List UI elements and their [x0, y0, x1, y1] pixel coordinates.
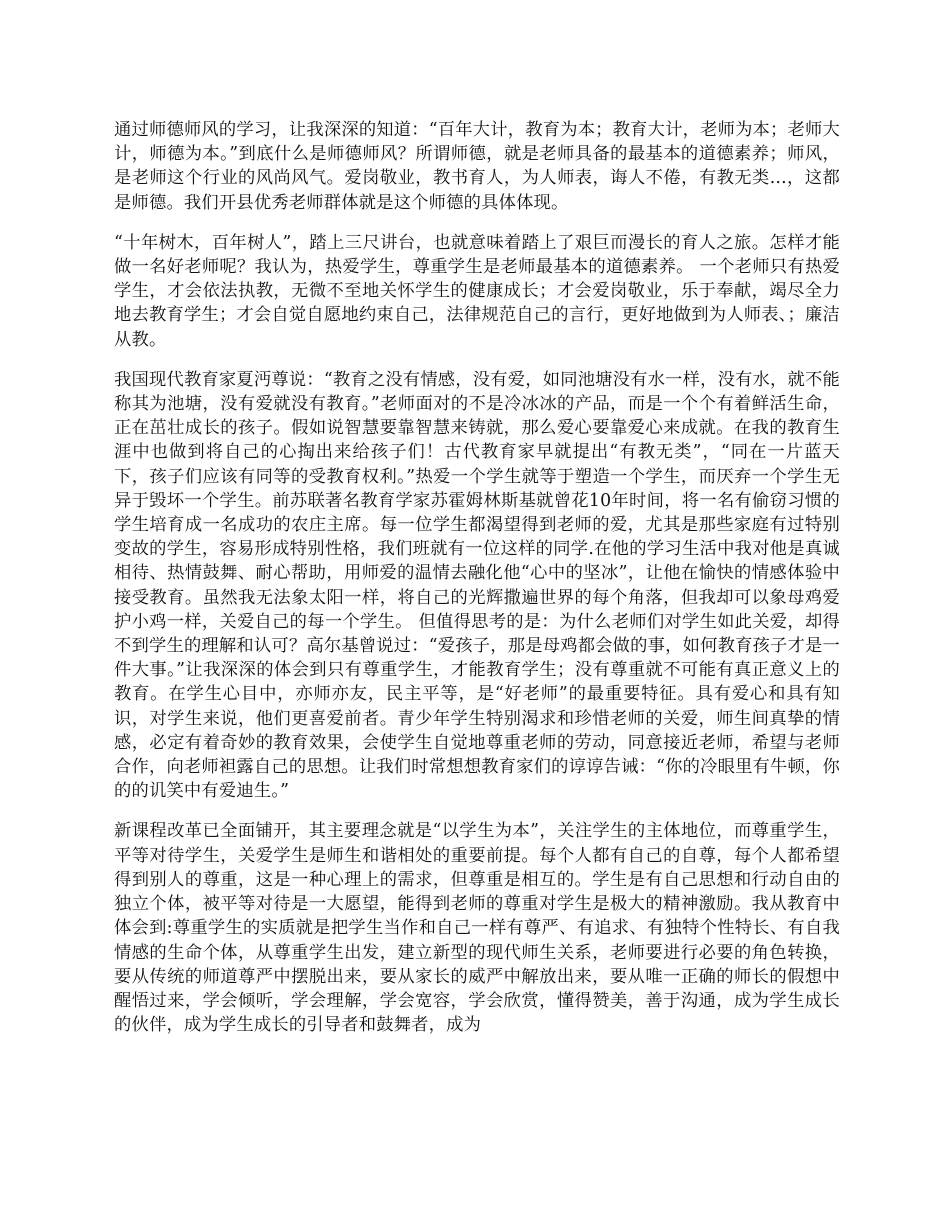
document-page	[114, 118, 840, 1053]
paragraph-4: 新课程改革已全面铺开，其主要理念就是“以学生为本”，关注学生的主体地位，而尊重学生，平等对待学生，关爱学生是师生和谐相处的重要前提。每个人都有自己的自尊，每个人都希望得到别人的尊重，这是一种心理上的需求，但尊重是相互的。学生是有自己思想和行动自由的独立个体，被平等对待是一大愿望，能得到老师的尊重对学生是极大的精神激励。我从教育中体会到:尊重学生的实质就是把学生当作和自己一样有尊严、有追求、有独特个性特长、有自我情感的生命个体，从尊重学生出发，建立新型的现代师生关系，老师要进行必要的角色转换，要从传统的师道尊严中摆脱出来，要从家长的威严中解放出来，要从唯一正确的师长的假想中醒悟过来，学会倾听，学会理解，学会宽容，学会欣赏，懂得赞美，善于沟通，成为学生成长的伙伴，成为学生成长的引导者和鼓舞者，成为	[114, 821, 840, 1036]
paragraph-3: 我国现代教育家夏沔尊说：“教育之没有情感，没有爱，如同池塘没有水一样，没有水，就不能称其为池塘，没有爱就没有教育。”老师面对的不是冷冰冰的产品，而是一个个有着鲜活生命，正在茁壮成长的孩子。假如说智慧要靠智慧来铸就，那么爱心要靠爱心来成就。在我的教育生涯中也做到将自己的心掏出来给孩子们！古代教育家早就提出“有教无类”，“同在一片蓝天下，孩子们应该有同等的受教育权利。”热爱一个学生就等于塑造一个学生，而厌弃一个学生无异于毁坏一个学生。前苏联著名教育学家苏霍姆林斯基就曾花10年时间，将一名有偷窃习惯的学生培育成一名成功的农庄主席。每一位学生都渴望得到老师的爱，尤其是那些家庭有过特别变故的学生，容易形成特别性格，我们班就有一位这样的同学.在他的学习生活中我对他是真诚相待、热情鼓舞、耐心帮助，用师爱的温情去融化他“心中的坚冰”，让他在愉快的情感体验中接受教育。虽然我无法象太阳一样，将自己的光辉撒遍世界的每个角落，但我却可以象母鸡爱护小鸡一样，关爱自己的每一个学生。 但值得思考的是：为什么老师们对学生如此关爱，却得不到学生的理解和认可？高尔基曾说过：“爱孩子，那是母鸡都会做的事，如何教育孩子才是一件大事。”让我深深的体会到只有尊重学生，才能教育学生；没有尊重就不可能有真正意义上的教育。在学生心目中，亦师亦友，民主平等，是“好老师”的最重要特征。具有爱心和具有知识，对学生来说，他们更喜爱前者。青少年学生特别渴求和珍惜老师的关爱，师生间真挚的情感，必定有着奇妙的教育效果，会使学生自觉地尊重老师的劳动，同意接近老师，希望与老师合作，向老师袒露自己的思想。让我们时常想想教育家们的谆谆告诫：“你的冷眼里有牛顿，你的的讥笑中有爱迪生。”	[114, 369, 840, 802]
paragraph-2: “十年树木，百年树人”，踏上三尺讲台，也就意味着踏上了艰巨而漫长的育人之旅。怎样才能做一名好老师呢？我认为，热爱学生，尊重学生是老师最基本的道德素养。 一个老师只有热爱学生，才会依法执教，无微不至地关怀学生的健康成长；才会爱岗敬业，乐于奉献，竭尽全力地去教育学生；才会自觉自愿地约束自己，法律规范自己的言行，更好地做到为人师表、；廉洁从教。	[114, 232, 840, 350]
paragraph-1: 通过师德师风的学习，让我深深的知道：“百年大计，教育为本；教育大计，老师为本；老师大计，师德为本。”到底什么是师德师风？所谓师德，就是老师具备的最基本的道德素养；师风，是老师这个行业的风尚风气。爱岗敬业，教书育人，为人师表，诲人不倦，有教无类...，这都是师德。我们开县优秀老师群体就是这个师德的具体体现。	[114, 120, 840, 213]
